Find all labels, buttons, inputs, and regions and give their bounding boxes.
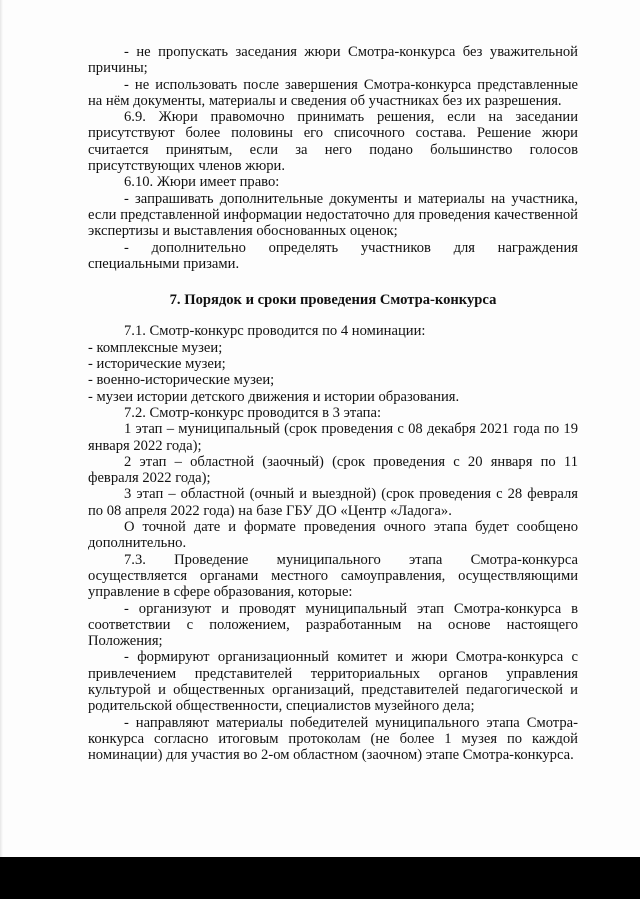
paragraph: 3 этап – областной (очный и выездной) (срок проведения с 28 февраля по 08 апреля 2022 года) на базе ГБУ ДО «Центр «Ладога». xyxy=(88,486,578,519)
list-item: - комплексные музеи; xyxy=(88,339,223,356)
paragraph: 1 этап – муниципальный (срок проведения с 08 декабря 2021 года по 19 января 2022 года); xyxy=(88,421,578,454)
paragraph: 7.1. Смотр-конкурс проводится по 4 номинации: xyxy=(124,323,426,340)
section-title: 7. Порядок и сроки проведения Смотра-конкурса xyxy=(169,292,497,309)
list-item: - исторические музеи; xyxy=(88,356,226,373)
paragraph: 7.2. Смотр-конкурс проводится в 3 этапа: xyxy=(124,404,382,421)
list-item: - музеи истории детского движения и истории образования. xyxy=(88,388,460,405)
paragraph: 6.10. Жюри имеет право: xyxy=(124,174,280,191)
paragraph: 2 этап – областной (заочный) (срок проведения с 20 января по 11 февраля 2022 года); xyxy=(88,453,578,487)
paragraph: - организуют и проводят муниципальный этап Смотра-конкурса в соответствии с положением, разработанным на основе настоящего Положения; xyxy=(88,600,578,650)
scan-bottom-border xyxy=(0,857,640,899)
paragraph: - не пропускать заседания жюри Смотра-конкурса без уважительной причины; xyxy=(88,44,578,77)
paragraph: 7.3. Проведение муниципального этапа Смотра-конкурса осуществляется органами местного самоуправления, осуществляющими управление в сфере образования, которые: xyxy=(88,551,578,601)
paragraph: - запрашивать дополнительные документы и материалы на участника, если представленной информации недостаточно для проведения качественной экспертизы и выставления обоснованных оценок; xyxy=(88,190,578,240)
paragraph: - не использовать после завершения Смотра-конкурса представленные на нём документы, материалы и сведения об участниках без их разрешения. xyxy=(88,76,578,109)
list-item: - военно-исторические музеи; xyxy=(88,372,275,389)
scan-edge-shadow xyxy=(0,0,3,857)
paragraph: - направляют материалы победителей муниципального этапа Смотра-конкурса согласно итоговым протоколам (не более 1 музея по каждой номинации) для участия во 2-ом областном (заочном) этапе Смотра-конкурса. xyxy=(88,714,578,764)
paragraph: 6.9. Жюри правомочно принимать решения, если на заседании присутствуют более половины его списочного состава. Решение жюри считается принятым, если за него подано большинство голосов присутствующих членов жюри. xyxy=(88,109,578,175)
document-body xyxy=(88,44,578,763)
paragraph: - формируют организационный комитет и жюри Смотра-конкурса с привлечением представителей территориальных органов управления культурой и общественных организаций, представителей педагогической и родительской общественности, специалистов музейного дела; xyxy=(88,649,578,715)
paragraph: - дополнительно определять участников для награждения специальными призами. xyxy=(88,239,578,272)
paragraph: О точной дате и формате проведения очного этапа будет сообщено дополнительно. xyxy=(88,519,578,552)
